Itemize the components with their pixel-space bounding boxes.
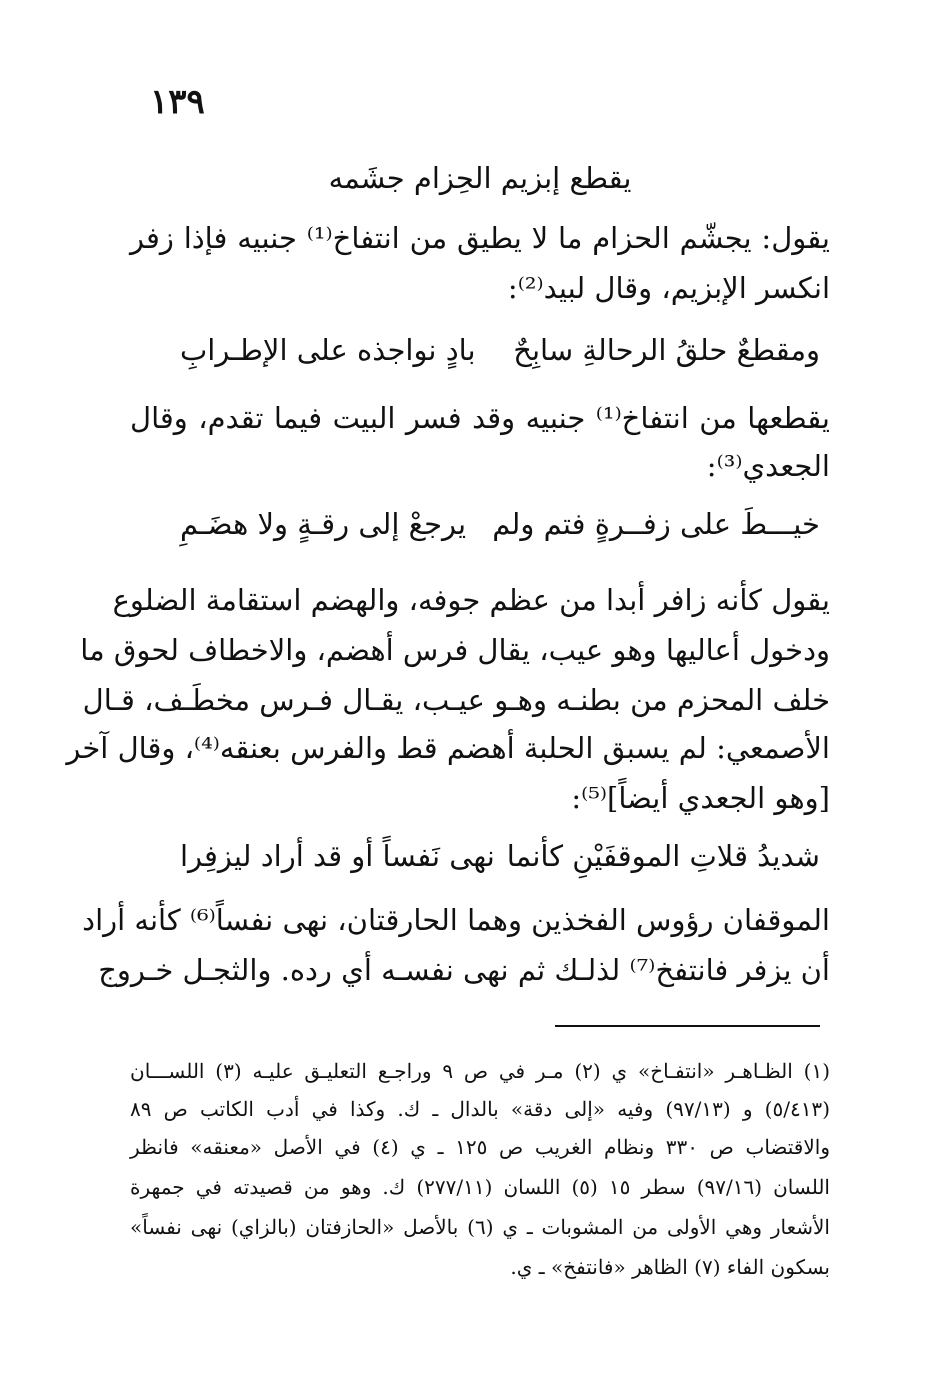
verse-line	[180, 330, 820, 370]
heading-verse: يقطع إبزيم الحِزام جشَمه	[328, 161, 632, 195]
paragraph-line: أن يزفر فانتفخ⁽⁷⁾ لذلـك ثم نهى نفسـه أي رده. والثجـل خـروج	[98, 953, 830, 987]
paragraph-line: انكسر الإبزيم، وقال لبيد⁽²⁾:	[507, 271, 830, 305]
footnote-line: بسكون الفاء (٧) الظاهر «فانتفخ» ـ ي.	[510, 1255, 830, 1279]
paragraph-line: الأصمعي: لم يسبق الحلبة أهضم قط والفرس بعنقه⁽⁴⁾، وقال آخر	[66, 731, 830, 765]
footnote-line: الأشعار وهي الأولى من المشوبات ـ ي (٦) بالأصل «الحازفتان (بالزاي) نهى نفساً»	[130, 1215, 830, 1239]
paragraph-line: الجعدي⁽³⁾:	[706, 449, 830, 483]
footnote-line: (١) الظـاهـر «انتفـاخ» ي (٢) مـر في ص ٩ وراجـع التعليـق عليـه (٣) اللســـان	[130, 1059, 831, 1083]
paragraph-line: يقطعها من انتفاخ⁽¹⁾ جنبيه وقد فسر البيت فيما تقدم، وقال	[130, 401, 831, 435]
verse-hemistich-left: بادٍ نواجذه على الإطـرابِ	[180, 333, 476, 367]
paragraph-line: [وهو الجعدي أيضاً]⁽⁵⁾:	[571, 781, 830, 815]
paragraph-line: يقول: يجشّم الحزام ما لا يطيق من انتفاخ⁽¹⁾ جنبيه فإذا زفر	[130, 221, 830, 255]
verse-hemistich-left: يرجعْ إلى رقـةٍ ولا هضَـمِ	[180, 507, 467, 541]
verse-hemistich-left: نهى نَفساً أو قد أراد ليزفِرا	[180, 839, 495, 873]
verse-hemistich-right: ومقطعٌ حلقُ الرحالةِ سابِحٌ	[513, 333, 820, 367]
page-number: ١٣٩	[150, 82, 205, 122]
paragraph-line: يقول كأنه زافر أبدا من عظم جوفه، والهضم استقامة الضلوع	[112, 583, 830, 617]
footnote-line: اللسان (٩٧/١٦) سطر ١٥ (٥) اللسان (٢٧٧/١١) ك. وهو من قصيدته في جمهرة	[130, 1175, 830, 1199]
paragraph-line: الموقفان رؤوس الفخذين وهما الحارقتان، نهى نفساً⁽⁶⁾ كأنه أراد	[82, 903, 830, 937]
verse-hemistich-right: خيـــطَ على زفــرةٍ فتم ولم	[492, 507, 820, 541]
paragraph-line: ودخول أعاليها وهو عيب، يقال فرس أهضم، والاخطاف لحوق ما	[80, 633, 830, 667]
footnote-separator	[555, 1025, 820, 1027]
footnote-line: (٥/٤١٣) و (٩٧/١٣) وفيه «إلى دقة» بالدال ـ ك. وكذا في أدب الكاتب ص ٨٩	[130, 1097, 830, 1121]
verse-hemistich-right: شديدُ قلاتِ الموقفَيْنِ كأنما	[506, 839, 820, 873]
verse-line	[180, 836, 820, 876]
footnote-line: والاقتضاب ص ٣٣٠ ونظام الغريب ص ١٢٥ ـ ي (٤) في الأصل «معنقه» فانظر	[130, 1135, 830, 1159]
paragraph-line: خلف المحزم من بطنـه وهـو عيـب، يقـال فـرس مخطَـف، قـال	[82, 683, 830, 717]
verse-line	[180, 504, 820, 544]
